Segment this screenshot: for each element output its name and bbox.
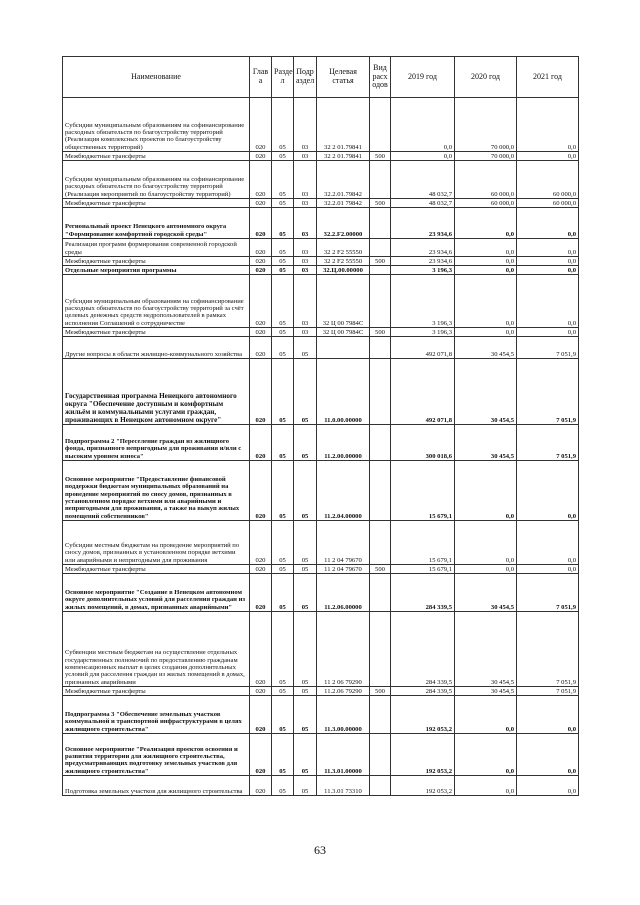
- row-razdel: 05: [272, 687, 294, 696]
- row-2021: 7 051,9: [517, 425, 579, 461]
- row-vid: [370, 425, 391, 461]
- row-2019: 492 071,8: [391, 337, 455, 359]
- row-2020: 30 454,5: [455, 574, 517, 612]
- row-2021: 0,0: [517, 328, 579, 337]
- row-2019: 15 679,1: [391, 521, 455, 565]
- row-vid: [370, 734, 391, 776]
- row-name: Межбюджетные трансферты: [63, 257, 250, 266]
- row-2019: 23 934,6: [391, 208, 455, 239]
- row-podrazdel: 03: [294, 199, 317, 208]
- table-header-row: [63, 57, 579, 98]
- row-vid: [370, 776, 391, 796]
- row-2020: 0,0: [455, 328, 517, 337]
- row-podrazdel: 03: [294, 161, 317, 199]
- row-glava: 020: [250, 461, 272, 521]
- table-row: [63, 266, 579, 275]
- row-2021: 0,0: [517, 521, 579, 565]
- row-podrazdel: 05: [294, 696, 317, 734]
- table-row: [63, 612, 579, 687]
- row-2021: 60 000,0: [517, 161, 579, 199]
- row-podrazdel: 03: [294, 257, 317, 266]
- row-2019: 0,0: [391, 98, 455, 152]
- page-number: 63: [314, 843, 326, 857]
- header-podrazdel: Подр аздел: [294, 57, 317, 98]
- row-name: Субвенции местным бюджетам на осуществление отдельных государственных полномочий по предоставлению гражданам компенсационных выплат в целях создания дополнительных условий для расселения граждан из жилых помещений в домах, признанных аварийными: [63, 612, 250, 687]
- row-2021: 0,0: [517, 208, 579, 239]
- row-glava: 020: [250, 98, 272, 152]
- row-2021: 0,0: [517, 461, 579, 521]
- row-glava: 020: [250, 161, 272, 199]
- row-razdel: 05: [272, 337, 294, 359]
- row-razdel: 05: [272, 266, 294, 275]
- row-2019: 48 032,7: [391, 161, 455, 199]
- row-vid: [370, 359, 391, 425]
- row-2020: 70 000,0: [455, 152, 517, 161]
- table-row: [63, 776, 579, 796]
- table-row: [63, 208, 579, 239]
- row-2021: 0,0: [517, 152, 579, 161]
- row-glava: 020: [250, 337, 272, 359]
- row-name: Реализация программ формирования современной городской среды: [63, 239, 250, 257]
- row-name: Субсидия муниципальным образованиям на софинансирование расходных обязательств по благоустройству территорий за счёт целевых денежных средств недропользователей в рамках исполнения Соглашений о сотрудничестве: [63, 275, 250, 328]
- table-row: [63, 257, 579, 266]
- row-2021: 7 051,9: [517, 574, 579, 612]
- row-name: Межбюджетные трансферты: [63, 152, 250, 161]
- row-glava: 020: [250, 612, 272, 687]
- table-row: [63, 521, 579, 565]
- row-2020: 0,0: [455, 257, 517, 266]
- row-glava: 020: [250, 199, 272, 208]
- row-2020: 0,0: [455, 521, 517, 565]
- row-name: Региональный проект Ненецкого автономного округа "Формирование комфортной городской среды": [63, 208, 250, 239]
- row-razdel: 05: [272, 161, 294, 199]
- row-article: 11 2 04 79670: [317, 565, 370, 574]
- row-article: 11.2.00.00000: [317, 425, 370, 461]
- row-name: Подпрограмма 2 "Переселение граждан из жилищного фонда, признанного непригодным для проживания и/или с высоким уровнем износа": [63, 425, 250, 461]
- table-row: [63, 461, 579, 521]
- row-2019: 48 032,7: [391, 199, 455, 208]
- row-2019: 192 053,2: [391, 734, 455, 776]
- row-razdel: 05: [272, 328, 294, 337]
- row-article: 11.3.01.00000: [317, 734, 370, 776]
- row-2019: 192 053,2: [391, 776, 455, 796]
- row-2021: 0,0: [517, 696, 579, 734]
- row-2021: 7 051,9: [517, 359, 579, 425]
- row-article: 32 2 F2 55550: [317, 239, 370, 257]
- row-2020: 0,0: [455, 208, 517, 239]
- row-name: Государственная программа Ненецкого автономного округа "Обеспечение доступным и комфортным жильём и коммунальными услугами граждан, проживающих в Ненецком автономном округе": [63, 359, 250, 425]
- row-2020: 30 454,5: [455, 425, 517, 461]
- row-2020: 0,0: [455, 734, 517, 776]
- row-glava: 020: [250, 574, 272, 612]
- row-razdel: 05: [272, 612, 294, 687]
- row-razdel: 05: [272, 565, 294, 574]
- row-article: 32.2.F2.00000: [317, 208, 370, 239]
- row-2020: 30 454,5: [455, 337, 517, 359]
- row-2020: 0,0: [455, 266, 517, 275]
- row-glava: 020: [250, 152, 272, 161]
- table-row: [63, 574, 579, 612]
- row-2020: 0,0: [455, 461, 517, 521]
- header-vid: Вид расх одов: [370, 57, 391, 98]
- row-podrazdel: 05: [294, 734, 317, 776]
- row-glava: 020: [250, 696, 272, 734]
- table-row: [63, 687, 579, 696]
- row-2021: 0,0: [517, 275, 579, 328]
- row-2019: 15 679,1: [391, 461, 455, 521]
- row-name: Основное мероприятие "Реализация проектов освоения и развития территории для жилищного строительства, предусматривающих подготовку земельных участков для жилищного строительства": [63, 734, 250, 776]
- row-2020: 0,0: [455, 239, 517, 257]
- table-row: [63, 275, 579, 328]
- row-2021: 0,0: [517, 98, 579, 152]
- row-razdel: 05: [272, 425, 294, 461]
- row-article: 32.2.01 79842: [317, 199, 370, 208]
- row-razdel: 05: [272, 776, 294, 796]
- row-2020: 0,0: [455, 565, 517, 574]
- row-razdel: 05: [272, 239, 294, 257]
- row-2019: 23 934,6: [391, 239, 455, 257]
- row-2021: 7 051,9: [517, 687, 579, 696]
- row-2020: 30 454,5: [455, 612, 517, 687]
- row-2019: 3 196,3: [391, 328, 455, 337]
- row-glava: 020: [250, 565, 272, 574]
- row-podrazdel: 05: [294, 461, 317, 521]
- row-name: Межбюджетные трансферты: [63, 199, 250, 208]
- row-vid: [370, 239, 391, 257]
- row-2020: 0,0: [455, 776, 517, 796]
- row-2021: 0,0: [517, 776, 579, 796]
- row-vid: 500: [370, 565, 391, 574]
- row-glava: 020: [250, 239, 272, 257]
- row-2021: 0,0: [517, 266, 579, 275]
- row-2020: 0,0: [455, 275, 517, 328]
- table-row: [63, 696, 579, 734]
- row-2019: 3 196,3: [391, 266, 455, 275]
- row-razdel: 05: [272, 208, 294, 239]
- table-row: [63, 565, 579, 574]
- row-glava: 020: [250, 266, 272, 275]
- row-name: Другие вопросы в области жилищно-коммунального хозяйства: [63, 337, 250, 359]
- row-article: 32 Ц 00 7984С: [317, 328, 370, 337]
- row-glava: 020: [250, 776, 272, 796]
- row-glava: 020: [250, 208, 272, 239]
- row-vid: 500: [370, 687, 391, 696]
- table-row: [63, 425, 579, 461]
- row-glava: 020: [250, 275, 272, 328]
- row-name: Субсидии муниципальным образованиям на софинансирование расходных обязательств по благоустройству территорий (Реализация комплексных проектов по благоустройству общественных территорий): [63, 98, 250, 152]
- table-row: [63, 161, 579, 199]
- row-name: Основное мероприятие "Предоставление финансовой поддержки бюджетам муниципальных образований на проведение мероприятий по сносу домов, признанных в установленном порядке ветхими или аварийными и непригодными для проживания, а также на выкуп жилых помещений собственников": [63, 461, 250, 521]
- row-razdel: 05: [272, 521, 294, 565]
- row-name: Субсидии муниципальным образованиям на софинансирование расходных обязательств по благоустройству территорий (Реализация мероприятий по благоустройству территорий): [63, 161, 250, 199]
- row-2021: 0,0: [517, 239, 579, 257]
- row-vid: 500: [370, 257, 391, 266]
- header-article: Целевая статья: [317, 57, 370, 98]
- row-razdel: 05: [272, 152, 294, 161]
- row-article: 32 2 01.79841: [317, 152, 370, 161]
- row-name: Подготовка земельных участков для жилищного строительства: [63, 776, 250, 796]
- row-2021: 7 051,9: [517, 337, 579, 359]
- row-article: 11 2 06 79290: [317, 612, 370, 687]
- table-body: [63, 98, 579, 796]
- table-row: [63, 734, 579, 776]
- row-2019: 23 934,6: [391, 257, 455, 266]
- row-article: 11.2.06.00000: [317, 574, 370, 612]
- row-glava: 020: [250, 257, 272, 266]
- row-2019: 300 018,6: [391, 425, 455, 461]
- row-podrazdel: 05: [294, 425, 317, 461]
- row-2021: 0,0: [517, 257, 579, 266]
- row-glava: 020: [250, 734, 272, 776]
- row-name: Отдельные мероприятия программы: [63, 266, 250, 275]
- row-name: Субсидии местным бюджетам на проведение мероприятий по сносу домов, признанных в установленном порядке ветхими или аварийными и непригодными для проживания: [63, 521, 250, 565]
- row-vid: [370, 696, 391, 734]
- header-2020: 2020 год: [455, 57, 517, 98]
- header-razdel: Разде л: [272, 57, 294, 98]
- row-podrazdel: 03: [294, 152, 317, 161]
- row-podrazdel: 05: [294, 359, 317, 425]
- row-glava: 020: [250, 359, 272, 425]
- row-razdel: 05: [272, 461, 294, 521]
- row-vid: [370, 612, 391, 687]
- row-podrazdel: 05: [294, 574, 317, 612]
- table-row: [63, 199, 579, 208]
- row-razdel: 05: [272, 199, 294, 208]
- header-name: Наименование: [63, 57, 250, 98]
- row-podrazdel: 05: [294, 337, 317, 359]
- row-vid: [370, 521, 391, 565]
- row-article: 32 2 01.79841: [317, 98, 370, 152]
- row-razdel: 05: [272, 98, 294, 152]
- row-vid: [370, 98, 391, 152]
- row-article: [317, 337, 370, 359]
- row-name: Основное мероприятие "Создание в Ненецком автономном округе дополнительных условий для расселения граждан из жилых помещений, в домах, признанных аварийными": [63, 574, 250, 612]
- row-glava: 020: [250, 425, 272, 461]
- row-razdel: 05: [272, 257, 294, 266]
- table-row: [63, 337, 579, 359]
- row-2019: 284 339,5: [391, 574, 455, 612]
- row-podrazdel: 05: [294, 565, 317, 574]
- row-vid: [370, 161, 391, 199]
- row-article: 11.3.00.00000: [317, 696, 370, 734]
- row-2020: 60 000,0: [455, 161, 517, 199]
- row-glava: 020: [250, 328, 272, 337]
- row-podrazdel: 03: [294, 275, 317, 328]
- row-vid: [370, 461, 391, 521]
- table-row: [63, 152, 579, 161]
- row-podrazdel: 05: [294, 521, 317, 565]
- row-2019: 0,0: [391, 152, 455, 161]
- row-2019: 3 196,3: [391, 275, 455, 328]
- row-vid: [370, 208, 391, 239]
- row-2020: 0,0: [455, 696, 517, 734]
- row-podrazdel: 05: [294, 612, 317, 687]
- row-podrazdel: 05: [294, 776, 317, 796]
- table-row: [63, 98, 579, 152]
- row-article: 11.2.06 79290: [317, 687, 370, 696]
- row-podrazdel: 03: [294, 208, 317, 239]
- row-vid: [370, 266, 391, 275]
- row-article: 11 2 04 79670: [317, 521, 370, 565]
- row-article: 32.Ц.00.00000: [317, 266, 370, 275]
- row-article: 32.2.01.79842: [317, 161, 370, 199]
- row-article: 32 Ц 00 7984С: [317, 275, 370, 328]
- header-2019: 2019 год: [391, 57, 455, 98]
- header-2021: 2021 год: [517, 57, 579, 98]
- row-name: Межбюджетные трансферты: [63, 328, 250, 337]
- header-glava: Глав а: [250, 57, 272, 98]
- row-podrazdel: 03: [294, 328, 317, 337]
- row-article: 11.2.04.00000: [317, 461, 370, 521]
- table-row: [63, 328, 579, 337]
- row-2019: 284 339,5: [391, 687, 455, 696]
- row-name: Межбюджетные трансферты: [63, 565, 250, 574]
- row-article: 11.0.00.00000: [317, 359, 370, 425]
- row-name: Подпрограмма 3 "Обеспечение земельных участков коммунальной и транспортной инфраструктурами в целях жилищного строительства": [63, 696, 250, 734]
- row-vid: [370, 574, 391, 612]
- row-2021: 0,0: [517, 565, 579, 574]
- row-article: 11.3.01 73310: [317, 776, 370, 796]
- row-podrazdel: 03: [294, 266, 317, 275]
- row-vid: 500: [370, 152, 391, 161]
- row-vid: [370, 275, 391, 328]
- row-2020: 60 000,0: [455, 199, 517, 208]
- row-vid: [370, 337, 391, 359]
- row-vid: 500: [370, 199, 391, 208]
- row-2019: 284 339,5: [391, 612, 455, 687]
- row-2020: 30 454,5: [455, 359, 517, 425]
- row-podrazdel: 03: [294, 239, 317, 257]
- row-razdel: 05: [272, 734, 294, 776]
- row-razdel: 05: [272, 359, 294, 425]
- row-razdel: 05: [272, 275, 294, 328]
- row-2020: 30 454,5: [455, 687, 517, 696]
- budget-table: [62, 56, 579, 796]
- row-podrazdel: 03: [294, 98, 317, 152]
- row-name: Межбюджетные трансферты: [63, 687, 250, 696]
- row-2021: 60 000,0: [517, 199, 579, 208]
- row-article: 32 2 F2 55550: [317, 257, 370, 266]
- row-razdel: 05: [272, 574, 294, 612]
- table-row: [63, 359, 579, 425]
- row-2020: 70 000,0: [455, 98, 517, 152]
- row-2019: 15 679,1: [391, 565, 455, 574]
- row-glava: 020: [250, 687, 272, 696]
- row-2021: 0,0: [517, 734, 579, 776]
- row-podrazdel: 05: [294, 687, 317, 696]
- row-razdel: 05: [272, 696, 294, 734]
- row-2019: 492 071,8: [391, 359, 455, 425]
- row-2019: 192 053,2: [391, 696, 455, 734]
- table-row: [63, 239, 579, 257]
- row-vid: 500: [370, 328, 391, 337]
- row-2021: 7 051,9: [517, 612, 579, 687]
- row-glava: 020: [250, 521, 272, 565]
